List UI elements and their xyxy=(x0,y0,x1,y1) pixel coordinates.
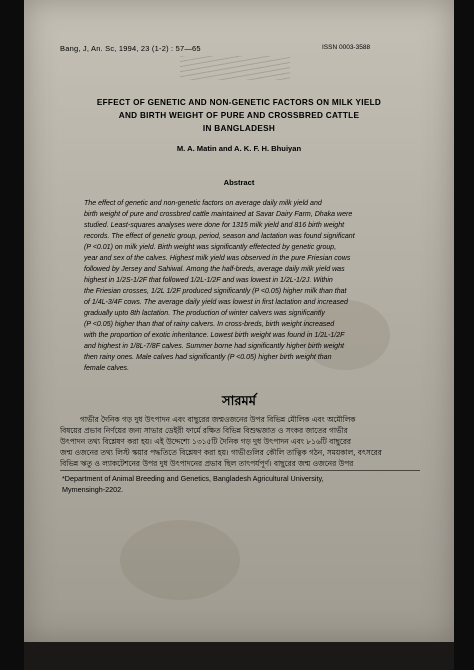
abstract-line: (P <0.01) on milk yield. Birth weight was significantly effetected by genetic group, xyxy=(84,244,337,251)
abstract-line: with the proportion of exotic inheritance. Lowest birth weight was found in 1/2L-1/2F xyxy=(84,332,345,339)
abstract-line: the Friesian crosses, 1/2L 1/2F produced significantly (P <0.05) higher milk than that xyxy=(84,288,347,295)
abstract-line: then rainy ones. Male calves had significantly (P <0.05) higher birth weight than xyxy=(84,354,332,361)
abstract-line: birth weight of pure and crossbred cattle maintained at Savar Dairy Farm, Dhaka were xyxy=(84,211,353,218)
footnote-divider xyxy=(60,470,420,471)
abstract-line: records. The effect of genetic group, period, season and lactation was found significant xyxy=(84,233,355,240)
issn-number: ISSN 0003-3588 xyxy=(322,44,371,51)
paper-title-line: AND BIRTH WEIGHT OF PURE AND CROSSBRED CATTLE xyxy=(118,111,360,120)
abstract-heading: Abstract xyxy=(223,178,255,187)
abstract-line: followed by Jersey and Sahiwal. Among the half-breds, average daily milk yield was xyxy=(84,266,345,273)
bangla-line: জন্ম ওজনের তথ্য লিস্ট স্কয়ার পদ্ধতিতে বিশ্লেষণ করা হয়। গাভীগুলির কৌলি তাত্বিক গঠন, সময়কাল, বৎসরের xyxy=(60,448,382,457)
abstract-line: year and sex of the calves. Highest milk yield was observed in the pure Friesian cows xyxy=(84,255,351,262)
journal-reference: Bang, J, An. Sc, 1994, 23 (1-2) : 57—65 xyxy=(60,44,201,53)
bangla-line: উৎপাদন তথ্য বিশ্লেষণ করা হয়। এই উদ্দেশ্যে ১৩১৫টি দৈনিক গড় দুধ উৎপাদন এবং ৮১৬টি বাছুরের xyxy=(60,437,351,446)
page-bottom-shadow xyxy=(24,642,454,670)
abstract-line: and highest in 1/8L-7/8F calves. Summer borne had significantly higher birth weight xyxy=(84,343,344,350)
abstract-line: of 1/4L-3/4F cows. The average daily yield was lowest in first lactation and increased xyxy=(84,299,348,306)
paper-title-line: EFFECT OF GENETIC AND NON-GENETIC FACTORS ON MILK YIELD xyxy=(96,98,382,107)
bangla-line: বিষয়ের প্রভাব নির্ণয়ের জন্য সাভার ডেইরী ফার্মে রক্ষিত বিভিন্ন বিশুদ্ধজাত ও সংকর জাতের গাভীর xyxy=(60,426,348,435)
bangla-line: গাভীর দৈনিক গড় দুধ উৎপাদন এবং বাছুরের জন্মওজনের উপর বিভিন্ন মৌলিক এবং অমৌলিক xyxy=(80,415,356,424)
abstract-line: female calves. xyxy=(84,365,130,372)
authors: M. A. Matin and A. K. F. H. Bhuiyan xyxy=(176,144,302,153)
footnote-line: Mymensingh-2202. xyxy=(62,485,124,494)
bangla-abstract-heading: সারমর্ম xyxy=(222,394,256,409)
abstract-line: studied. Least-squares analyses were done for 1315 milk yield and 816 birth weight xyxy=(84,222,345,229)
scan-artifact xyxy=(180,56,290,80)
footnote-line: *Department of Animal Breeding and Genetics, Bangladesh Agricultural University, xyxy=(62,474,324,483)
abstract-line: gradually upto 8th lactation. The production of winter calvers was significantly xyxy=(84,310,325,317)
bangla-line: বিভিন্ন ঋতু ও ল্যাকটেশনের উপর দুধ উৎপাদনের প্রভাব ছিল তাৎপর্যপূর্ণ। বাছুরের জন্ম ওজনের উপর xyxy=(60,459,354,468)
paper-stain xyxy=(120,520,240,600)
abstract-line: highest in 1/2S-1/2F that followed 1/2L-1/2F and was lowest in 1/2L-1/2J. Within xyxy=(84,277,333,284)
abstract-line: The effect of genetic and non-genetic factors on average daily milk yield and xyxy=(84,200,322,207)
paper-title-line: IN BANGLADESH xyxy=(202,124,276,133)
abstract-line: (P <0.05) higher than that of rainy calvers. In cross-breds, birth weight increased xyxy=(84,321,335,328)
